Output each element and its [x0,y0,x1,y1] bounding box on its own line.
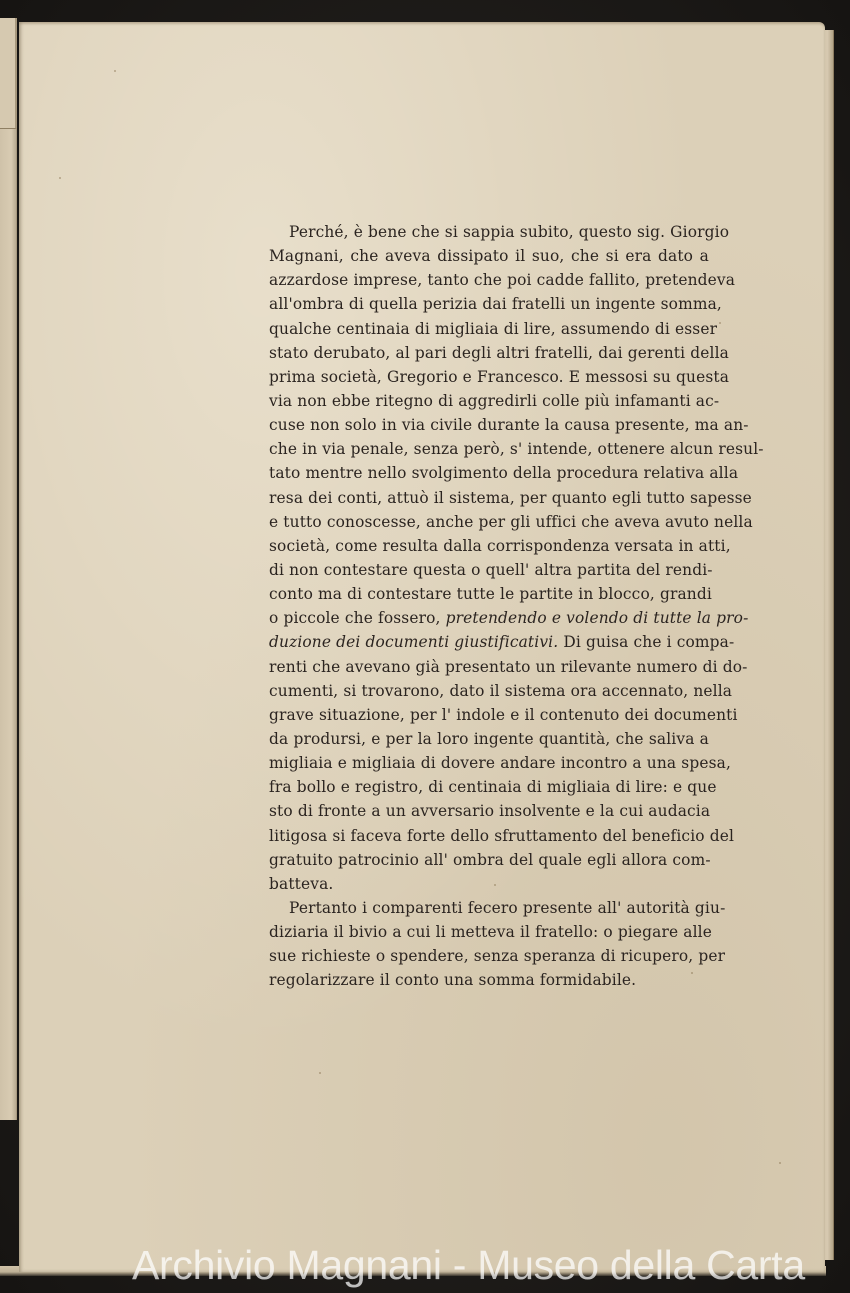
text-run: e tutto conoscesse, anche per gli uffici che aveva avuto nella [269,512,753,531]
text-line [269,655,748,679]
text-line [269,292,722,316]
body-text [269,220,764,993]
text-line [269,630,735,654]
text-run: sue richieste o spendere, senza speranza di ricupero, per [269,947,726,966]
text-run: renti che avevano già presentato un rilevante numero di do- [269,657,748,676]
text-line [269,244,709,268]
text-line [269,389,720,413]
text-run: grave situazione, per l' indole e il contenuto dei documenti [269,705,738,724]
text-run: cuse non solo in via civile durante la causa presente, ma an- [269,416,749,435]
text-line [269,703,738,727]
text-run: prima società, Gregorio e Francesco. E messosi su questa [269,367,730,386]
text-line [269,606,749,630]
archive-watermark: Archivio Magnani - Museo della Carta [132,1242,805,1288]
text-line [269,751,731,775]
text-run: fra bollo e registro, di centinaia di migliaia di lire: e que [269,778,717,797]
previous-sheet-flap [0,18,17,129]
text-line [269,365,730,389]
text-line [269,944,726,968]
italic-text: pretendendo e volendo di tutte la pro- [445,609,749,628]
text-run: di non contestare questa o quell' altra partita del rendi- [269,560,713,579]
paragraph [269,896,726,993]
text-line [269,558,713,582]
text-run: Perché, è bene che si sappia subito, questo sig. Giorgio [289,223,730,241]
text-run: batteva. [269,874,334,893]
text-line [269,317,718,341]
text-run: gratuito patrocinio all' ombra del quale egli allora com- [269,850,711,869]
text-run: cumenti, si trovarono, dato il sistema ora accennato, nella [269,681,733,700]
text-line [269,220,730,244]
text-line [269,461,739,485]
text-run: litigosa si faceva forte dello sfruttamento del beneficio del [269,826,735,845]
text-run: società, come resulta dalla corrispondenza versata in atti, [269,536,731,555]
text-line [269,268,736,292]
text-run: regolarizzare il conto una somma formidabile. [269,971,637,990]
italic-text: duzione dei documenti giustificativi. [269,633,559,652]
text-run: Di guisa che i compa- [558,633,735,652]
text-run: qualche centinaia di migliaia di lire, assumendo di esser [269,319,718,338]
text-line [269,920,713,944]
text-line [269,848,709,872]
text-line [269,510,753,534]
text-run: da prodursi, e per la loro ingente quantità, che saliva a [269,729,709,748]
text-line [269,896,726,920]
text-line [269,727,709,751]
text-line [269,799,709,823]
text-run: tato mentre nello svolgimento della procedura relativa alla [269,464,739,483]
text-line [269,679,733,703]
text-run: stato derubato, al pari degli altri fratelli, dai gerenti della [269,343,729,362]
text-run: diziaria il bivio a cui li metteva il fratello: o piegare alle [269,923,713,942]
text-line [269,486,752,510]
text-run: all'ombra di quella perizia dai fratelli un ingente somma, [269,295,722,314]
text-run: Pertanto i comparenti fecero presente all' autorità giu- [289,898,726,917]
text-line [269,582,712,606]
text-line [269,872,709,896]
text-run: o piccole che fossero, [269,609,446,628]
text-line [269,341,729,365]
text-run: via non ebbe ritegno di aggredirli colle più infamanti ac- [269,391,720,410]
text-line [269,534,731,558]
text-line [269,413,749,437]
text-run: che in via penale, senza però, s' intende, ottenere alcun resul- [269,440,764,459]
text-run: resa dei conti, attuò il sistema, per quanto egli tutto sapesse [269,488,752,507]
text-run: azzardose imprese, tanto che poi cadde fallito, pretendeva [269,271,736,290]
paragraph [269,220,764,896]
text-run: sto di fronte a un avversario insolvente e la cui audacia [269,802,711,821]
text-run: Magnani, che aveva dissipato il suo, che si era dato a [269,247,709,266]
text-line [269,968,709,992]
text-line [269,437,764,461]
text-line [269,824,735,848]
previous-sheet-edge [0,18,17,1120]
text-run: conto ma di contestare tutte le partite in blocco, grandi [269,585,712,604]
text-line [269,775,717,799]
text-run: migliaia e migliaia di dovere andare incontro a una spesa, [269,754,731,773]
